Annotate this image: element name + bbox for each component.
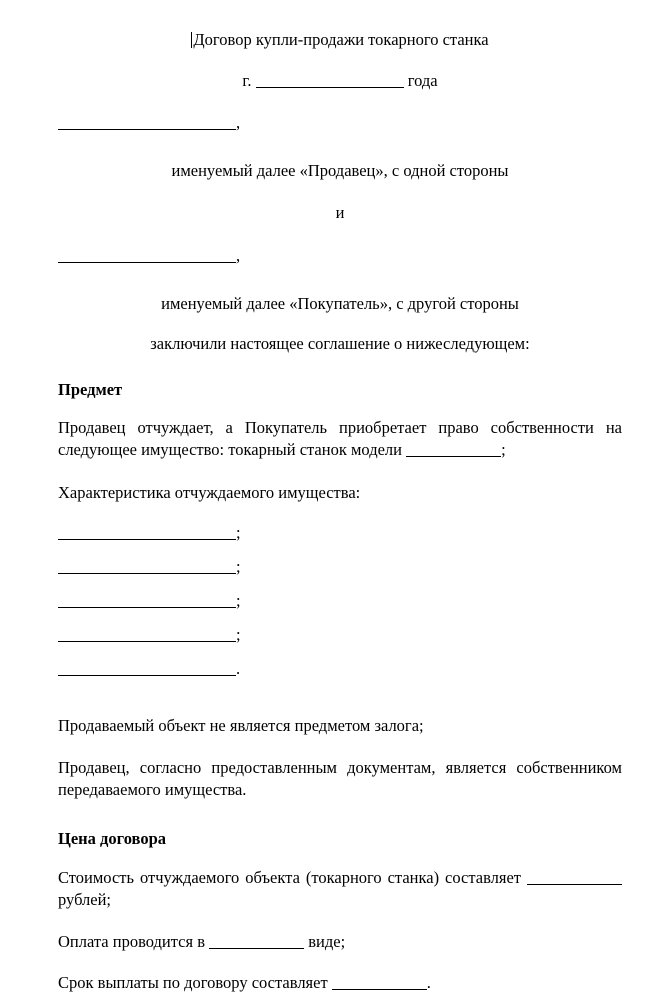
heading-price: Цена договора: [58, 829, 167, 849]
subject-paragraph-1-text: Продавец отчуждает, а Покупатель приобретает право собственности на следующее имущество: токарный станок модели: [58, 417, 622, 460]
subject-paragraph-1: [58, 417, 622, 463]
document-body: [58, 0, 622, 995]
subject-paragraph-3: Продаваемый объект не является предметом залога;: [58, 715, 424, 735]
price-paragraph-3-tail: .: [426, 972, 431, 992]
buyer-name-blank-line: [58, 245, 622, 265]
characteristic-blank-row: [58, 658, 622, 695]
characteristic-tail: ;: [236, 522, 241, 542]
seller-name-blank-line: [58, 115, 622, 132]
price-paragraph-3: [58, 972, 622, 995]
characteristic-blank-row: [58, 522, 622, 559]
price-paragraph-1-text: Стоимость отчуждаемого объекта (токарного станка) составляет: [58, 867, 522, 887]
price-paragraph-3-text: Срок выплаты по договору составляет: [58, 972, 328, 992]
subject-paragraph-2: Характеристика отчуждаемого имущества:: [58, 483, 361, 503]
characteristic-tail: ;: [236, 624, 241, 644]
price-paragraph-2: [58, 931, 622, 954]
seller-blank-tail: ,: [236, 113, 241, 132]
characteristic-blank-list: [58, 522, 622, 695]
characteristic-blank[interactable]: [58, 539, 236, 540]
buyer-blank-tail: ,: [236, 245, 241, 265]
year-label: года: [407, 70, 438, 90]
conclusion-line: заключили настоящее соглашение о нижеследующем:: [150, 333, 530, 353]
characteristic-tail: .: [236, 658, 241, 678]
characteristic-blank[interactable]: [58, 641, 236, 642]
city-date-blank[interactable]: [256, 87, 404, 88]
payment-term-blank[interactable]: [332, 989, 427, 990]
characteristic-tail: ;: [236, 590, 241, 610]
subject-paragraph-1-tail: ;: [501, 440, 506, 460]
buyer-name-blank[interactable]: [58, 262, 236, 263]
heading-subject: Предмет: [58, 380, 123, 399]
price-paragraph-1: [58, 867, 622, 913]
subject-paragraph-4: Продавец, согласно предоставленным документам, является собственником передаваемого имущества.: [58, 757, 622, 800]
characteristic-blank[interactable]: [58, 573, 236, 574]
price-amount-blank[interactable]: [527, 884, 622, 885]
document-title-row: [58, 0, 622, 49]
price-paragraph-2-tail: виде;: [308, 932, 346, 952]
characteristic-blank[interactable]: [58, 675, 236, 676]
characteristic-blank[interactable]: [58, 607, 236, 608]
conjunction-and: и: [335, 203, 345, 222]
seller-caption: именуемый далее «Продавец», с одной стороны: [171, 160, 509, 180]
seller-name-blank[interactable]: [58, 129, 236, 130]
page-title: Договор купли-продажи токарного станка: [193, 30, 489, 49]
characteristic-blank-row: [58, 624, 622, 661]
city-label: г.: [242, 70, 252, 90]
buyer-caption: именуемый далее «Покупатель», с другой стороны: [161, 294, 519, 313]
machine-model-blank[interactable]: [406, 456, 501, 457]
city-date-line: [58, 70, 622, 90]
price-paragraph-2-text: Оплата проводится в: [58, 932, 205, 952]
price-paragraph-1-tail: рублей;: [58, 890, 112, 910]
characteristic-blank-row: [58, 556, 622, 593]
characteristic-tail: ;: [236, 556, 241, 576]
characteristic-blank-row: [58, 590, 622, 627]
payment-form-blank[interactable]: [209, 948, 304, 949]
